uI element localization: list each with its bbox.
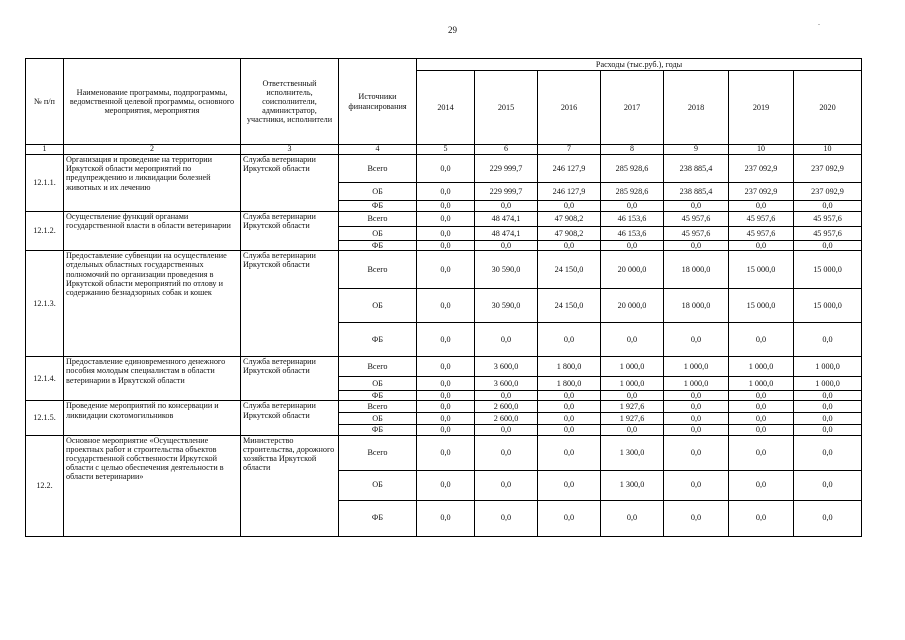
table-row xyxy=(26,435,862,470)
amount-cell: 0,0 xyxy=(538,470,601,500)
row-number: 12.1.4. xyxy=(26,357,64,401)
row-number: 12.1.1. xyxy=(26,154,64,211)
amount-cell: 20 000,0 xyxy=(601,289,664,323)
row-source: ОБ xyxy=(339,413,417,425)
amount-cell: 0,0 xyxy=(417,377,475,391)
amount-cell: 0,0 xyxy=(417,226,475,240)
amount-cell: 24 150,0 xyxy=(538,289,601,323)
amount-cell: 0,0 xyxy=(417,425,475,435)
amount-cell: 237 092,9 xyxy=(729,154,794,182)
header-source: Источники финансирования xyxy=(339,59,417,145)
amount-cell: 1 000,0 xyxy=(664,357,729,377)
amount-cell: 0,0 xyxy=(417,289,475,323)
row-source: ФБ xyxy=(339,200,417,211)
column-index: 8 xyxy=(601,145,664,155)
amount-cell: 238 885,4 xyxy=(664,182,729,200)
row-name: Организация и проведение на территории Иркутской области мероприятий по предупреждению и ликвидации болезней животных и их лечению xyxy=(64,154,241,211)
row-name: Осуществление функций органами государственной власти в области ветеринарии xyxy=(64,211,241,250)
amount-cell: 0,0 xyxy=(729,401,794,413)
row-source: Всего xyxy=(339,154,417,182)
amount-cell: 0,0 xyxy=(729,413,794,425)
row-source: ФБ xyxy=(339,240,417,250)
amount-cell: 0,0 xyxy=(475,435,538,470)
row-responsible: Служба ветеринарии Иркутской области xyxy=(241,154,339,211)
column-index: 10 xyxy=(794,145,862,155)
row-source: Всего xyxy=(339,357,417,377)
amount-cell: 285 928,6 xyxy=(601,182,664,200)
amount-cell: 285 928,6 xyxy=(601,154,664,182)
amount-cell: 0,0 xyxy=(417,323,475,357)
amount-cell: 246 127,9 xyxy=(538,154,601,182)
amount-cell: 0,0 xyxy=(601,240,664,250)
amount-cell: 0,0 xyxy=(601,425,664,435)
row-responsible: Служба ветеринарии Иркутской области xyxy=(241,401,339,435)
row-source: ФБ xyxy=(339,323,417,357)
amount-cell: 46 153,6 xyxy=(601,211,664,226)
amount-cell: 0,0 xyxy=(794,435,862,470)
amount-cell: 0,0 xyxy=(417,391,475,401)
amount-cell: 0,0 xyxy=(664,470,729,500)
amount-cell: 0,0 xyxy=(475,425,538,435)
header-name: Наименование программы, подпрограммы, ведомственной целевой программы, основного мероприятия, мероприятия xyxy=(64,59,241,145)
amount-cell: 0,0 xyxy=(475,200,538,211)
amount-cell: 0,0 xyxy=(538,200,601,211)
table-row xyxy=(26,251,862,289)
column-index: 3 xyxy=(241,145,339,155)
amount-cell: 0,0 xyxy=(538,425,601,435)
header-expenses: Расходы (тыс.руб.), годы xyxy=(417,59,862,71)
amount-cell: 45 957,6 xyxy=(664,211,729,226)
amount-cell: 237 092,9 xyxy=(794,182,862,200)
row-source: ОБ xyxy=(339,470,417,500)
amount-cell: 0,0 xyxy=(729,323,794,357)
row-name: Предоставление единовременного денежного пособия молодым специалистам в области ветеринарии в Иркутской области xyxy=(64,357,241,401)
row-source: ОБ xyxy=(339,182,417,200)
amount-cell: 30 590,0 xyxy=(475,251,538,289)
amount-cell: 1 000,0 xyxy=(729,377,794,391)
amount-cell: 0,0 xyxy=(664,435,729,470)
amount-cell: 0,0 xyxy=(417,251,475,289)
amount-cell: 237 092,9 xyxy=(729,182,794,200)
amount-cell: 0,0 xyxy=(417,413,475,425)
column-index: 2 xyxy=(64,145,241,155)
amount-cell: 1 000,0 xyxy=(601,357,664,377)
amount-cell: 0,0 xyxy=(664,323,729,357)
amount-cell: 237 092,9 xyxy=(794,154,862,182)
amount-cell: 0,0 xyxy=(538,500,601,536)
header-year: 2015 xyxy=(475,71,538,145)
amount-cell: 229 999,7 xyxy=(475,182,538,200)
amount-cell: 0,0 xyxy=(601,323,664,357)
amount-cell: 0,0 xyxy=(417,470,475,500)
table-row xyxy=(26,357,862,377)
amount-cell: 0,0 xyxy=(729,435,794,470)
row-source: ОБ xyxy=(339,377,417,391)
amount-cell: 0,0 xyxy=(794,500,862,536)
row-source: Всего xyxy=(339,401,417,413)
amount-cell: 0,0 xyxy=(664,401,729,413)
row-responsible: Служба ветеринарии Иркутской области xyxy=(241,211,339,250)
page-number: 29 xyxy=(448,25,457,35)
row-responsible: Служба ветеринарии Иркутской области xyxy=(241,357,339,401)
amount-cell: 2 600,0 xyxy=(475,413,538,425)
row-number: 12.1.3. xyxy=(26,251,64,357)
budget-table xyxy=(25,58,862,537)
table-row xyxy=(26,401,862,413)
column-index: 5 xyxy=(417,145,475,155)
column-index: 6 xyxy=(475,145,538,155)
header-year: 2020 xyxy=(794,71,862,145)
amount-cell: 0,0 xyxy=(417,211,475,226)
row-number: 12.2. xyxy=(26,435,64,536)
amount-cell: 0,0 xyxy=(664,425,729,435)
amount-cell: 0,0 xyxy=(729,391,794,401)
header-year: 2016 xyxy=(538,71,601,145)
row-source: Всего xyxy=(339,251,417,289)
amount-cell: 45 957,6 xyxy=(729,211,794,226)
amount-cell: 0,0 xyxy=(729,425,794,435)
amount-cell: 1 000,0 xyxy=(601,377,664,391)
amount-cell: 0,0 xyxy=(538,401,601,413)
amount-cell: 0,0 xyxy=(794,391,862,401)
table-row xyxy=(26,211,862,226)
amount-cell: 3 600,0 xyxy=(475,377,538,391)
amount-cell: 18 000,0 xyxy=(664,251,729,289)
amount-cell: 0,0 xyxy=(601,391,664,401)
amount-cell: 15 000,0 xyxy=(729,251,794,289)
amount-cell: 0,0 xyxy=(664,413,729,425)
amount-cell: 1 927,6 xyxy=(601,413,664,425)
amount-cell: 20 000,0 xyxy=(601,251,664,289)
amount-cell: 1 300,0 xyxy=(601,435,664,470)
amount-cell: 1 000,0 xyxy=(794,377,862,391)
table-row xyxy=(26,154,862,182)
amount-cell: 238 885,4 xyxy=(664,154,729,182)
amount-cell: 46 153,6 xyxy=(601,226,664,240)
amount-cell: 45 957,6 xyxy=(794,226,862,240)
amount-cell: 3 600,0 xyxy=(475,357,538,377)
amount-cell: 0,0 xyxy=(538,391,601,401)
amount-cell: 0,0 xyxy=(794,413,862,425)
row-source: Всего xyxy=(339,435,417,470)
column-index: 1 xyxy=(26,145,64,155)
amount-cell: 0,0 xyxy=(794,425,862,435)
row-name: Проведение мероприятий по консервации и ликвидации скотомогильников xyxy=(64,401,241,435)
amount-cell: 0,0 xyxy=(664,240,729,250)
amount-cell: 1 800,0 xyxy=(538,357,601,377)
corner-mark: . xyxy=(818,18,820,27)
amount-cell: 0,0 xyxy=(664,391,729,401)
amount-cell: 0,0 xyxy=(729,500,794,536)
column-index: 10 xyxy=(729,145,794,155)
row-source: ОБ xyxy=(339,289,417,323)
amount-cell: 0,0 xyxy=(417,200,475,211)
amount-cell: 15 000,0 xyxy=(794,289,862,323)
amount-cell: 0,0 xyxy=(729,200,794,211)
amount-cell: 0,0 xyxy=(417,182,475,200)
amount-cell: 229 999,7 xyxy=(475,154,538,182)
row-source: ФБ xyxy=(339,500,417,536)
amount-cell: 0,0 xyxy=(475,391,538,401)
row-responsible: Служба ветеринарии Иркутской области xyxy=(241,251,339,357)
amount-cell: 30 590,0 xyxy=(475,289,538,323)
amount-cell: 0,0 xyxy=(794,240,862,250)
amount-cell: 47 908,2 xyxy=(538,226,601,240)
amount-cell: 0,0 xyxy=(538,435,601,470)
column-index: 7 xyxy=(538,145,601,155)
amount-cell: 0,0 xyxy=(538,240,601,250)
amount-cell: 0,0 xyxy=(475,323,538,357)
amount-cell: 45 957,6 xyxy=(664,226,729,240)
amount-cell: 0,0 xyxy=(417,401,475,413)
amount-cell: 0,0 xyxy=(417,500,475,536)
amount-cell: 0,0 xyxy=(794,470,862,500)
amount-cell: 18 000,0 xyxy=(664,289,729,323)
row-source: ФБ xyxy=(339,425,417,435)
amount-cell: 0,0 xyxy=(794,200,862,211)
amount-cell: 0,0 xyxy=(729,240,794,250)
row-source: ОБ xyxy=(339,226,417,240)
amount-cell: 0,0 xyxy=(475,470,538,500)
amount-cell: 45 957,6 xyxy=(729,226,794,240)
row-source: Всего xyxy=(339,211,417,226)
amount-cell: 15 000,0 xyxy=(729,289,794,323)
header-num: № п/п xyxy=(26,59,64,145)
header-year: 2018 xyxy=(664,71,729,145)
row-source: ФБ xyxy=(339,391,417,401)
header-year: 2014 xyxy=(417,71,475,145)
amount-cell: 0,0 xyxy=(664,500,729,536)
row-name: Основное мероприятие «Осуществление проектных работ и строительства объектов государственной собственности Иркутской области с целью обеспечения деятельности в области ветеринарии» xyxy=(64,435,241,536)
amount-cell: 0,0 xyxy=(475,500,538,536)
amount-cell: 0,0 xyxy=(417,357,475,377)
amount-cell: 0,0 xyxy=(729,470,794,500)
amount-cell: 1 300,0 xyxy=(601,470,664,500)
column-index: 9 xyxy=(664,145,729,155)
amount-cell: 2 600,0 xyxy=(475,401,538,413)
header-year: 2019 xyxy=(729,71,794,145)
amount-cell: 1 000,0 xyxy=(794,357,862,377)
header-year: 2017 xyxy=(601,71,664,145)
amount-cell: 0,0 xyxy=(601,500,664,536)
amount-cell: 0,0 xyxy=(794,323,862,357)
row-name: Предоставление субвенции на осуществление отдельных областных государственных полномочий по организации проведения в Иркутской области мероприятий по отлову и содержанию безнадзорных собак и кошек xyxy=(64,251,241,357)
column-index: 4 xyxy=(339,145,417,155)
header-responsible: Ответственный исполнитель, соисполнители, администратор, участники, исполнители xyxy=(241,59,339,145)
amount-cell: 1 000,0 xyxy=(664,377,729,391)
amount-cell: 0,0 xyxy=(475,240,538,250)
amount-cell: 0,0 xyxy=(664,200,729,211)
row-responsible: Министерство строительства, дорожного хозяйства Иркутской области xyxy=(241,435,339,536)
amount-cell: 1 927,6 xyxy=(601,401,664,413)
amount-cell: 0,0 xyxy=(794,401,862,413)
amount-cell: 47 908,2 xyxy=(538,211,601,226)
amount-cell: 0,0 xyxy=(417,240,475,250)
amount-cell: 1 000,0 xyxy=(729,357,794,377)
amount-cell: 24 150,0 xyxy=(538,251,601,289)
amount-cell: 45 957,6 xyxy=(794,211,862,226)
amount-cell: 15 000,0 xyxy=(794,251,862,289)
row-number: 12.1.2. xyxy=(26,211,64,250)
amount-cell: 0,0 xyxy=(601,200,664,211)
amount-cell: 0,0 xyxy=(417,154,475,182)
amount-cell: 0,0 xyxy=(538,323,601,357)
row-number: 12.1.5. xyxy=(26,401,64,435)
amount-cell: 48 474,1 xyxy=(475,211,538,226)
amount-cell: 246 127,9 xyxy=(538,182,601,200)
amount-cell: 0,0 xyxy=(538,413,601,425)
amount-cell: 1 800,0 xyxy=(538,377,601,391)
amount-cell: 48 474,1 xyxy=(475,226,538,240)
amount-cell: 0,0 xyxy=(417,435,475,470)
